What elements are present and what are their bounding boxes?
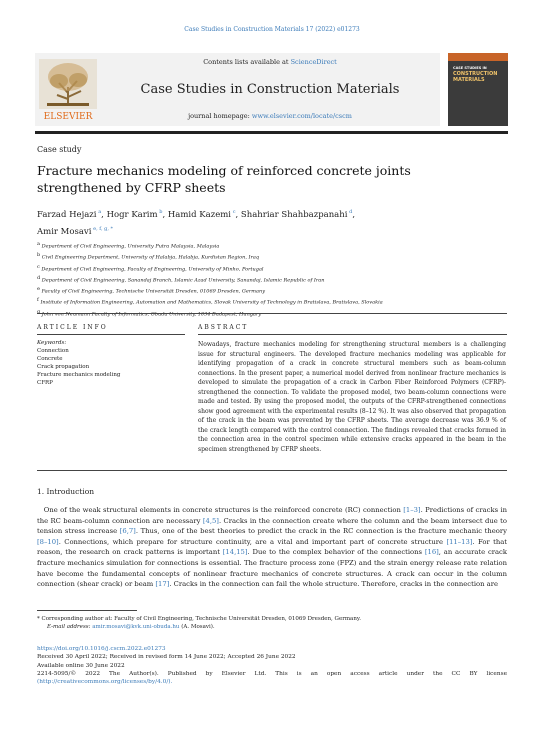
homepage-line bbox=[100, 112, 440, 120]
publication-info bbox=[37, 645, 507, 686]
abstract-rule bbox=[198, 334, 507, 335]
intro-text: . Cracks in the connection can fail the whole structure. Therefore, cracks in the connection are bbox=[169, 580, 498, 589]
author-affiliation-mark[interactable]: c bbox=[232, 209, 236, 215]
intro-text: . Due to the complex behavior of the connections bbox=[247, 548, 425, 557]
received-dates: Received 30 April 2022; Received in revised form 14 June 2022; Accepted 26 June 2022 bbox=[37, 654, 296, 661]
keyword-item: Connection bbox=[37, 348, 69, 354]
footnote bbox=[37, 615, 507, 631]
intro-text: . Thus, one of the best theories to predict the crack in the RC connection is the fracture mechanic theory bbox=[135, 527, 507, 536]
affiliation-item: $^a$ Department of Civil Engineering, University Putra Malaysia, Malaysia bbox=[37, 241, 220, 250]
author-name[interactable]: Shahriar Shahbazpanahi bbox=[240, 209, 348, 220]
author-affiliation-mark[interactable]: d bbox=[349, 209, 353, 215]
affiliation-item: $^e$ Faculty of Civil Engineering, Technische Universität Dresden, 01069 Dresden, Germany bbox=[37, 286, 266, 295]
author-name[interactable]: Amir Mosavi bbox=[37, 226, 92, 237]
keyword-item: Fracture mechanics modeling bbox=[37, 371, 121, 378]
license-text: 2214-5095/© 2022 The Author(s). Published by Elsevier Ltd. This is an open access article under the CC BY license bbox=[37, 670, 507, 677]
citation-link[interactable]: [16] bbox=[424, 548, 439, 557]
intro-text: . Connections, which prepare for structure continuity, are a vital and important part of concrete structure bbox=[58, 537, 447, 546]
abstract-end-rule bbox=[37, 470, 507, 471]
email-link[interactable]: amir.mosavi@kvk.uni-obuda.hu bbox=[92, 624, 180, 630]
journal-citation[interactable]: Case Studies in Construction Materials 17 (2022) e01273 bbox=[184, 26, 360, 33]
author-name[interactable]: Farzad Hejazi bbox=[37, 209, 97, 220]
intro-text: One of the weak structural elements in concrete structures is the reinforced concrete (RC) connection bbox=[43, 506, 404, 514]
elsevier-tree-icon bbox=[37, 57, 99, 123]
article-title-line-2: strengthened by CFRP sheets bbox=[37, 180, 226, 195]
article-title-line-1: Fracture mechanics modeling of reinforced concrete joints bbox=[37, 163, 411, 178]
citation-link[interactable]: [8–10] bbox=[37, 537, 59, 546]
elsevier-logo bbox=[37, 57, 99, 123]
article-info-rule bbox=[37, 334, 185, 335]
doi-link[interactable]: https://doi.org/10.1016/j.cscm.2022.e01273 bbox=[37, 646, 166, 652]
intro-text: , an accurate crack fracture mechanics simulation for connections is essential. The fracture process zone (FPZ) and the strain energy release rate relation have become the fundamental concepts of nonlinear fracture mechanics of concrete structures. A crack can occur in the column connection (shear crack) or beam bbox=[37, 548, 507, 589]
affiliation-item: $^d$ Department of Civil Engineering, Sanandaj Branch, Islamic Azad University, Sanandaj, Islamic Republic of Iran bbox=[37, 274, 325, 284]
section-heading-introduction: 1. Introduction bbox=[37, 487, 95, 496]
citation-link[interactable]: [17] bbox=[155, 580, 170, 589]
abstract-body: Nowadays, fracture mechanics modeling for strengthening structural members is a challenging issue for structural engineers. The developed fracture mechanics modeling was applicable for identifying propagation of a crack in concrete structural members such as beam-column connections. In the present paper, a numerical model derived from nonlinear fracture mechanics is developed to simulate the propagation of a crack in Carbon Fiber Reinforced Polymers (CFRP)-strengthened the connection. To validate the proposed model, two beam-column connections were made and tested. By using the proposed model, the outputs of the CFRP-strengthened connections show good agreement with the experimental results (8–12 %). It was also observed that propagation of the crack in the beam was prevented by the CFRP sheets. The average decrease was 36.9 % of the crack length compared with the control connection. The findings revealed that cracks formed in the connection area in the control specimen while extensive cracks appeared in the beam in the specimen strengthened by CFRP sheets. bbox=[198, 341, 506, 453]
affiliation-list bbox=[37, 240, 507, 319]
intro-text: . Predictions of cracks in the RC beam-column connection are necessary bbox=[37, 506, 507, 525]
online-date: Available online 30 June 2022 bbox=[37, 662, 125, 669]
cover-title bbox=[453, 65, 497, 83]
author-affiliation-mark[interactable]: b bbox=[159, 209, 163, 215]
affiliation-item: $^b$ Civil Engineering Department, University of Halabja, Halabja, Kurdistan Region, Iraq bbox=[37, 252, 260, 261]
citation-link[interactable]: [4,5] bbox=[202, 516, 219, 525]
header-rule bbox=[35, 131, 508, 134]
journal-title: Case Studies in Construction Materials bbox=[140, 82, 400, 97]
author-name[interactable]: Hamid Kazemi bbox=[167, 209, 231, 220]
author-affiliation-mark[interactable]: a bbox=[98, 209, 102, 215]
citation-link[interactable]: [14,15] bbox=[222, 548, 248, 557]
homepage-label: journal homepage: bbox=[188, 112, 250, 120]
elsevier-wordmark: ELSEVIER bbox=[43, 112, 93, 122]
contents-line bbox=[100, 58, 440, 66]
intro-text: . Cracks in the connection create where the column and the beam intersect due to tension stress increase bbox=[37, 516, 507, 536]
corresponding-author-note: * Corresponding author at: Faculty of Civil Engineering, Technische Universität Dresden, 01069 Dresden, Germany. bbox=[37, 616, 361, 622]
citation-link[interactable]: [6,7] bbox=[119, 527, 136, 536]
keywords-label: Keywords: bbox=[37, 340, 67, 346]
affiliation-item: $^g$ John von Neumann Faculty of Informatics, Obuda University, 1034 Budapest, Hungary bbox=[37, 308, 262, 318]
article-info-heading: ARTICLE INFO bbox=[37, 324, 108, 331]
section-divider bbox=[37, 313, 507, 314]
keyword-item: Concrete bbox=[37, 355, 63, 362]
citation-link[interactable]: [1–3] bbox=[403, 506, 421, 514]
intro-text: . For that reason, the research on crack patterns is important bbox=[37, 537, 507, 557]
article-title bbox=[37, 162, 497, 196]
license-link[interactable]: (http://creativecommons.org/licenses/by/4.0/). bbox=[37, 679, 173, 686]
contents-text: Contents lists available at bbox=[203, 58, 289, 66]
cover-title-line-3: MATERIALS bbox=[453, 77, 485, 83]
affiliation-item: $^f$ Institute of Information Engineering, Automation and Mathematics, Slovak University of Technology in Bratislava, Bratislava, Slovakia bbox=[37, 297, 383, 306]
homepage-link[interactable]: www.elsevier.com/locate/cscm bbox=[251, 112, 352, 120]
sciencedirect-link[interactable]: ScienceDirect bbox=[290, 58, 337, 66]
introduction-paragraph bbox=[37, 505, 507, 590]
email-suffix: (A. Mosavi). bbox=[181, 624, 215, 630]
cover-title-line-2: CONSTRUCTION bbox=[453, 71, 498, 77]
author-list: Farzad Hejazi $^a$, Hogr Karim $^b$, Hamid Kazemi $^c$, Shahriar Shahbazpanahi $^d$, Amir Mosavi $^{e, f, g, *}$ bbox=[37, 209, 356, 237]
author-affiliation-mark[interactable]: e, f, g, * bbox=[93, 225, 114, 232]
keyword-list bbox=[37, 348, 120, 388]
email-label: E-mail address: bbox=[47, 624, 91, 630]
keyword-item: Crack propagation bbox=[37, 363, 90, 370]
abstract-heading: ABSTRACT bbox=[198, 324, 249, 331]
journal-cover-image bbox=[448, 53, 508, 126]
footnote-rule bbox=[37, 610, 137, 611]
author-name[interactable]: Hogr Karim bbox=[106, 209, 158, 220]
cover-title-line-1: CASE STUDIES IN bbox=[453, 66, 487, 70]
keyword-item: CFRP bbox=[37, 379, 53, 386]
citation-link[interactable]: [11–13] bbox=[446, 537, 473, 546]
affiliation-item: $^c$ Department of Civil Engineering, Faculty of Engineering, University of Minho, Portugal bbox=[37, 263, 264, 273]
article-type: Case study bbox=[37, 145, 82, 154]
